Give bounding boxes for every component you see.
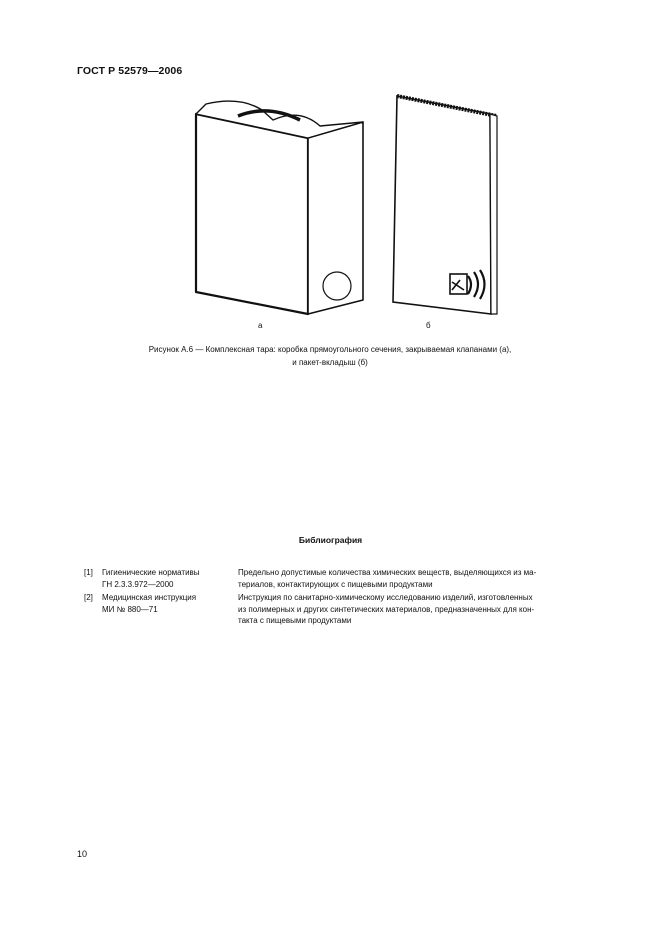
box-drawing	[196, 101, 363, 314]
bibliography-entry	[84, 567, 608, 590]
box-side-face	[308, 122, 363, 314]
caption-line: Рисунок А.6 — Комплексная тара: коробка прямоугольного сечения, закрываемая клапанами (а),	[148, 345, 512, 354]
entry-number: [2]	[84, 593, 93, 602]
entry-desc-line: Предельно допустимые количества химических веществ, выделяющихся из ма-	[238, 568, 537, 577]
entry-source	[102, 592, 238, 627]
page-number: 10	[77, 849, 88, 859]
entry-number: [1]	[84, 568, 93, 577]
bag-right-edge	[490, 114, 497, 314]
figure-label-a: а	[258, 321, 263, 330]
caption-line: и пакет-вкладыш (б)	[292, 358, 368, 367]
entry-source-line: МИ № 880—71	[102, 604, 158, 614]
entry-desc-line: такта с пищевыми продуктами	[238, 616, 352, 625]
entry-desc-line: из полимерных и других синтетических материалов, предназначенных для кон-	[238, 604, 535, 614]
document-header: ГОСТ Р 52579—2006	[77, 65, 183, 77]
entry-source-line: Гигиенические нормативы	[102, 568, 200, 577]
box-front-face	[196, 114, 308, 314]
bag-face	[393, 96, 491, 314]
bibliography-title: Библиография	[298, 535, 363, 545]
entry-source	[102, 567, 238, 590]
entry-description	[238, 567, 608, 590]
bibliography-entry	[84, 592, 608, 627]
entry-description	[238, 592, 608, 627]
entry-source-line: Медицинская инструкция	[102, 593, 197, 602]
entry-desc-line: Инструкция по санитарно-химическому исследованию изделий, изготовленных	[238, 593, 533, 602]
entry-source-line: ГН 2.3.3.972—2000	[102, 579, 174, 589]
bibliography-list	[84, 567, 608, 629]
figure-caption	[90, 343, 570, 369]
figure-label-b: б	[426, 321, 431, 330]
bag-drawing	[393, 96, 497, 314]
entry-desc-line: териалов, контактирующих с пищевыми продуктами	[238, 579, 433, 589]
figure-illustration	[0, 0, 661, 340]
